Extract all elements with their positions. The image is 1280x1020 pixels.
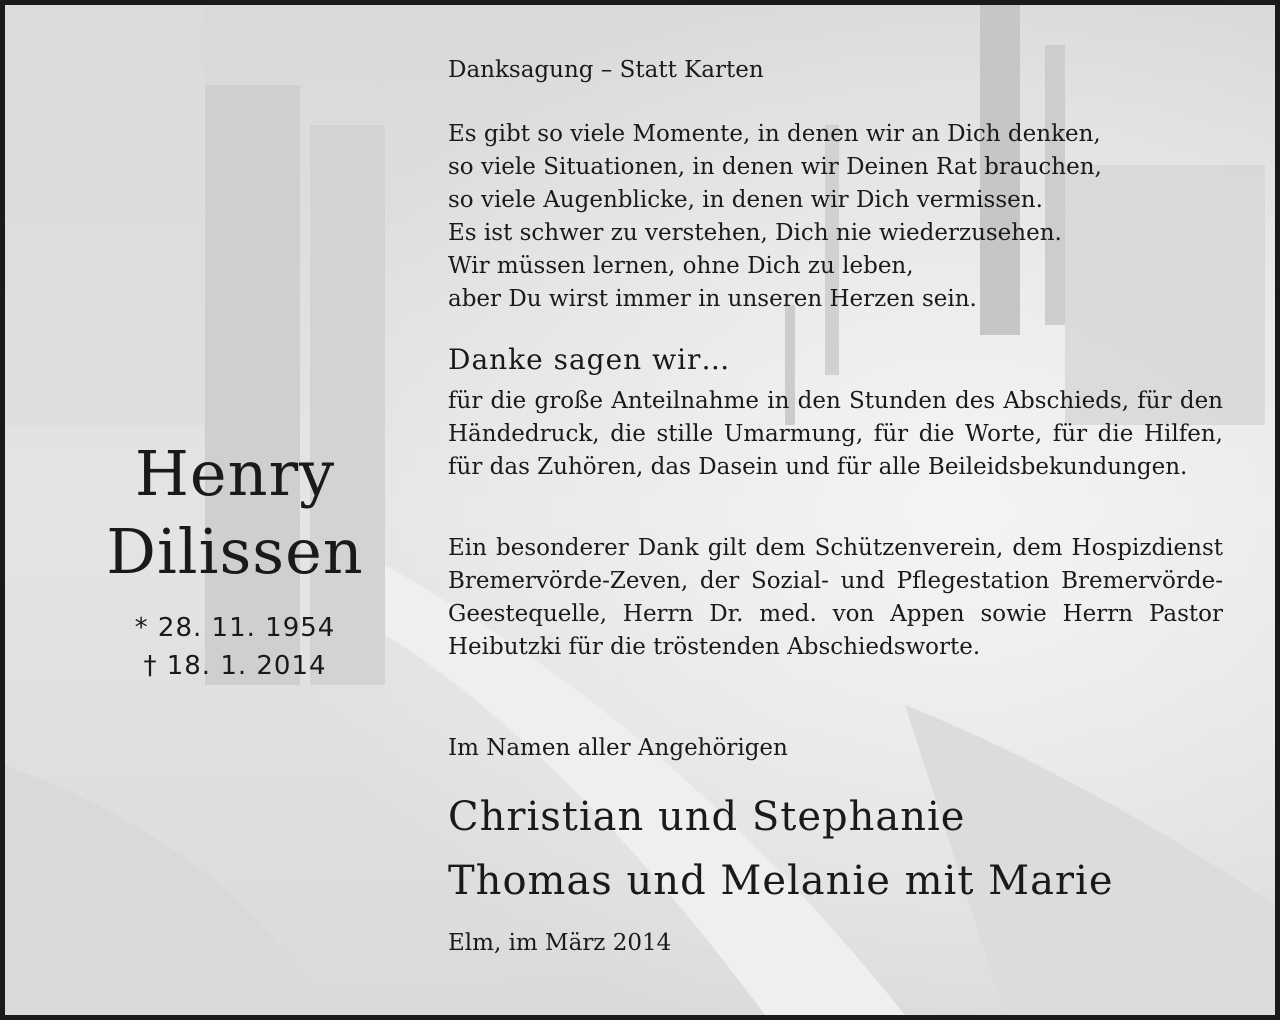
place-date: Elm, im März 2014 [448,930,672,956]
poem-line: aber Du wirst immer in unseren Herzen sein. [448,286,977,312]
special-thanks-paragraph: Ein besonderer Dank gilt dem Schützenverein, dem Hospizdienst Bremervörde-Zeven, der Sozial- und Pflegestation Bremervörde-Geestequelle, Herrn Dr. med. von Appen sowie Herrn Pastor Heibutzki für die tröstenden Abschiedsworte. [448,535,1223,660]
deceased-first-name: Henry [134,437,336,510]
poem-line: Es gibt so viele Momente, in denen wir an Dich denken, [448,121,1101,147]
poem [448,118,1223,316]
thanks-title: Danke sagen wir… [448,343,731,376]
signoff-line: Im Namen aller Angehörigen [448,735,788,761]
deceased-block [65,435,405,685]
family-names [448,785,1114,913]
poem-line: so viele Augenblicke, in denen wir Dich vermissen. [448,187,1043,213]
deceased-last-name: Dilissen [106,515,364,588]
poem-line: so viele Situationen, in denen wir Deinen Rat brauchen, [448,154,1102,180]
poem-line: Wir müssen lernen, ohne Dich zu leben, [448,253,914,279]
notice-heading: Danksagung – Statt Karten [448,57,764,83]
death-date: † 18. 1. 2014 [143,651,327,681]
poem-line: Es ist schwer zu verstehen, Dich nie wiederzusehen. [448,220,1062,246]
family-name: Thomas und Melanie mit Marie [448,858,1114,904]
family-name: Christian und Stephanie [448,794,966,840]
birth-date: * 28. 11. 1954 [134,613,336,643]
thanks-paragraph: für die große Anteilnahme in den Stunden des Abschieds, für den Händedruck, die stille Umarmung, für die Worte, für die Hilfen, für das Zuhören, das Dasein und für alle Beileidsbekundungen. [448,388,1223,480]
